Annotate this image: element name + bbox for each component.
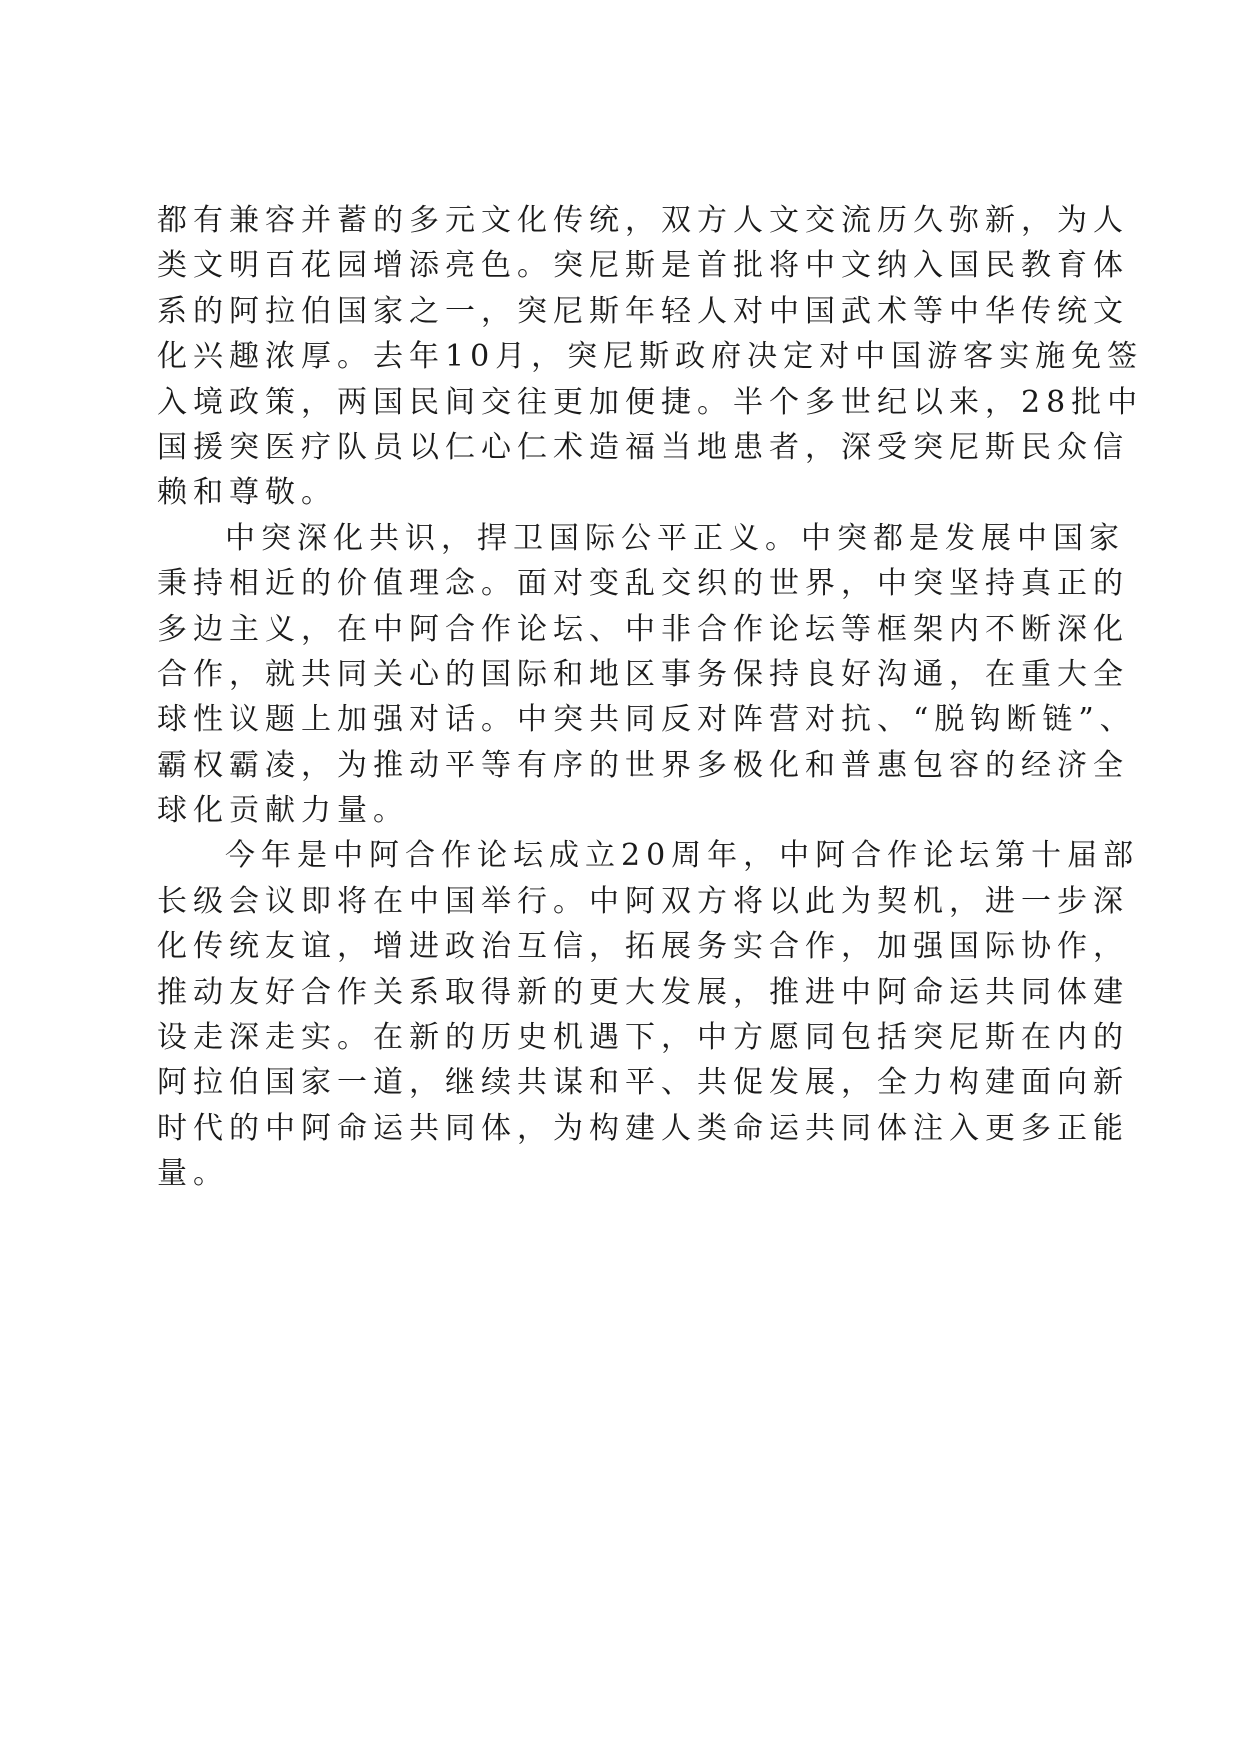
paragraph-line: 推动友好合作关系取得新的更大发展，推进中阿命运共同体建 — [157, 974, 1129, 1010]
paragraph-3 — [157, 833, 1140, 1196]
paragraph-line: 秉持相近的价值理念。面对变乱交织的世界，中突坚持真正的 — [157, 566, 1129, 602]
paragraph-line: 系的阿拉伯国家之一，突尼斯年轻人对中国武术等中华传统文 — [157, 293, 1129, 329]
paragraph-line: 霸权霸凌，为推动平等有序的世界多极化和普惠包容的经济全 — [157, 747, 1129, 783]
paragraph-line: 设走深走实。在新的历史机遇下，中方愿同包括突尼斯在内的 — [157, 1020, 1129, 1056]
paragraph-line: 类文明百花园增添亮色。突尼斯是首批将中文纳入国民教育体 — [157, 248, 1129, 284]
paragraph-line: 赖和尊敬。 — [157, 475, 337, 511]
paragraph-line: 球化贡献力量。 — [157, 793, 409, 829]
paragraph-1 — [157, 198, 1144, 516]
paragraph-line: 长级会议即将在中国举行。中阿双方将以此为契机，进一步深 — [157, 883, 1129, 919]
paragraph-line: 阿拉伯国家一道，继续共谋和平、共促发展，全力构建面向新 — [157, 1065, 1129, 1101]
paragraph-line: 多边主义，在中阿合作论坛、中非合作论坛等框架内不断深化 — [157, 611, 1129, 647]
paragraph-line: 国援突医疗队员以仁心仁术造福当地患者，深受突尼斯民众信 — [157, 429, 1129, 465]
paragraph-2 — [157, 516, 1136, 834]
paragraph-line: 球性议题上加强对话。中突共同反对阵营对抗、“脱钩断链”、 — [157, 702, 1136, 738]
paragraph-line: 化兴趣浓厚。去年10月，突尼斯政府决定对中国游客实施免签 — [157, 339, 1144, 375]
paragraph-line: 中突深化共识，捍卫国际公平正义。中突都是发展中国家 — [225, 520, 1125, 556]
paragraph-line: 时代的中阿命运共同体，为构建人类命运共同体注入更多正能 — [157, 1110, 1129, 1146]
paragraph-line: 入境政策，两国民间交往更加便捷。半个多世纪以来，28批中 — [157, 384, 1144, 420]
paragraph-line: 化传统友谊，增进政治互信，拓展务实合作，加强国际协作， — [157, 929, 1129, 965]
paragraph-line: 合作，就共同关心的国际和地区事务保持良好沟通，在重大全 — [157, 656, 1129, 692]
paragraph-line: 都有兼容并蓄的多元文化传统，双方人文交流历久弥新，为人 — [157, 203, 1129, 238]
article-body — [157, 198, 1144, 1197]
paragraph-line: 量。 — [157, 1156, 229, 1192]
paragraph-line: 今年是中阿合作论坛成立20周年，中阿合作论坛第十届部 — [225, 838, 1140, 874]
